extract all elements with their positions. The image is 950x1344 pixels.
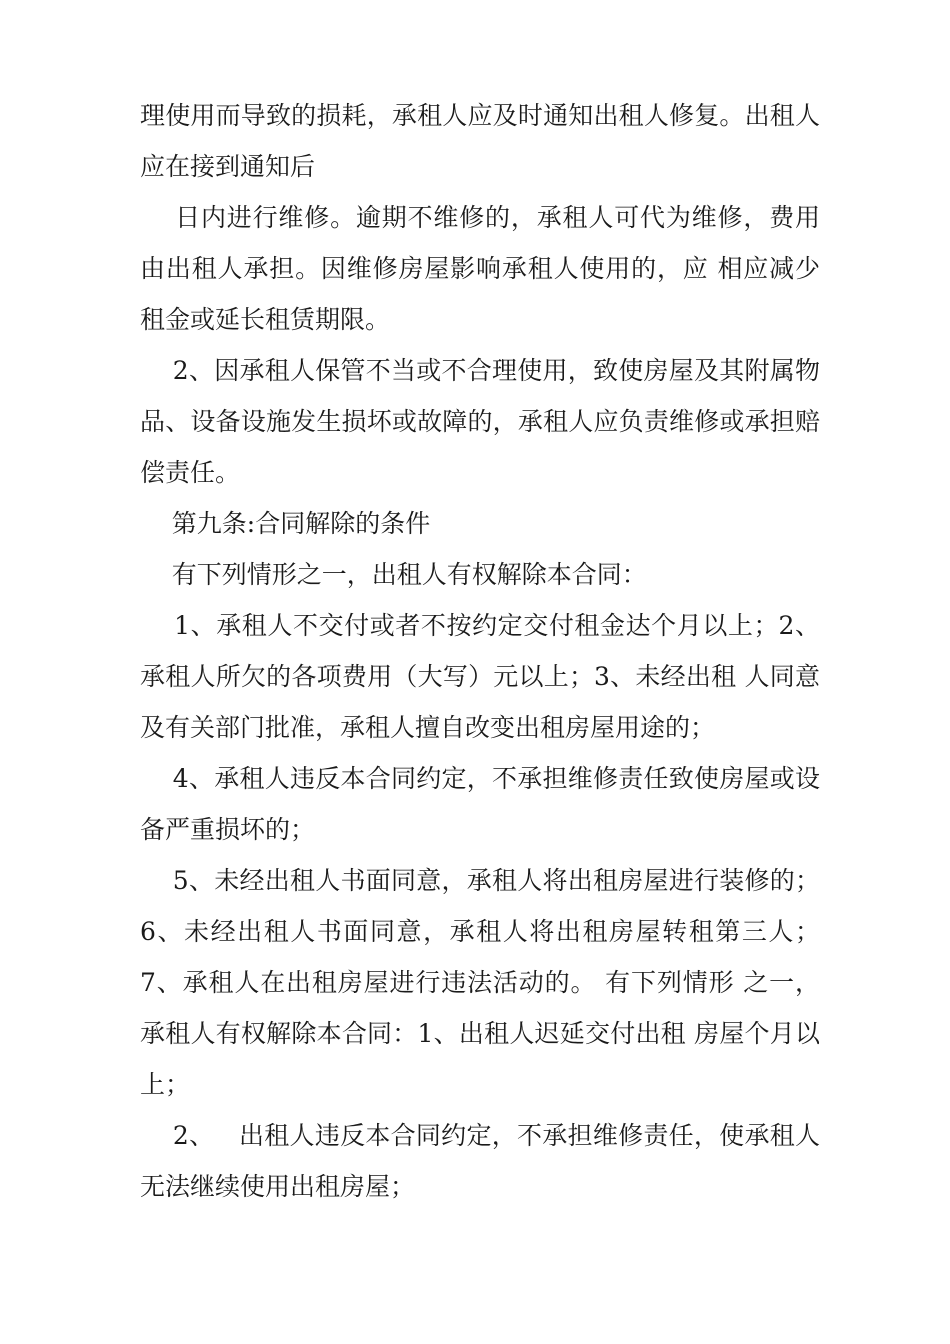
document-page	[140, 90, 820, 1212]
paragraph-5: 有下列情形之一，出租人有权解除本合同：	[140, 560, 647, 589]
paragraph-6: 1、承租人不交付或者不按约定交付租金达个月以上；2、承租人所欠的各项费用（大写）元以上；3、未经出租 人同意及有关部门批准，承租人擅自改变出租房屋用途的；	[140, 611, 820, 742]
section-heading: 第九条:合同解除的条件	[140, 509, 431, 538]
paragraph-3: 2、因承租人保管不当或不合理使用，致使房屋及其附属物品、设备设施发生损坏或故障的，承租人应负责维修或承担赔偿责任。	[140, 356, 820, 487]
paragraph-2: 日内进行维修。逾期不维修的，承租人可代为维修，费用由出租人承担。因维修房屋影响承租人使用的，应 相应减少租金或延长租赁期限。	[140, 203, 820, 334]
paragraph-7: 4、承租人违反本合同约定，不承担维修责任致使房屋或设备严重损坏的；	[140, 764, 820, 844]
paragraph-1: 理使用而导致的损耗，承租人应及时通知出租人修复。出租人应在接到通知后	[140, 101, 820, 181]
paragraph-9: 2、 出租人违反本合同约定，不承担维修责任，使承租人无法继续使用出租房屋；	[140, 1121, 821, 1201]
paragraph-8: 5、未经出租人书面同意，承租人将出租房屋进行装修的；6、未经出租人书面同意，承租人将出租房屋转租第三人；7、承租人在出租房屋进行违法活动的。 有下列情形 之一，承租人有权解除本合同：1、出租人迟延交付出租 房屋个月以上；	[140, 866, 820, 1099]
